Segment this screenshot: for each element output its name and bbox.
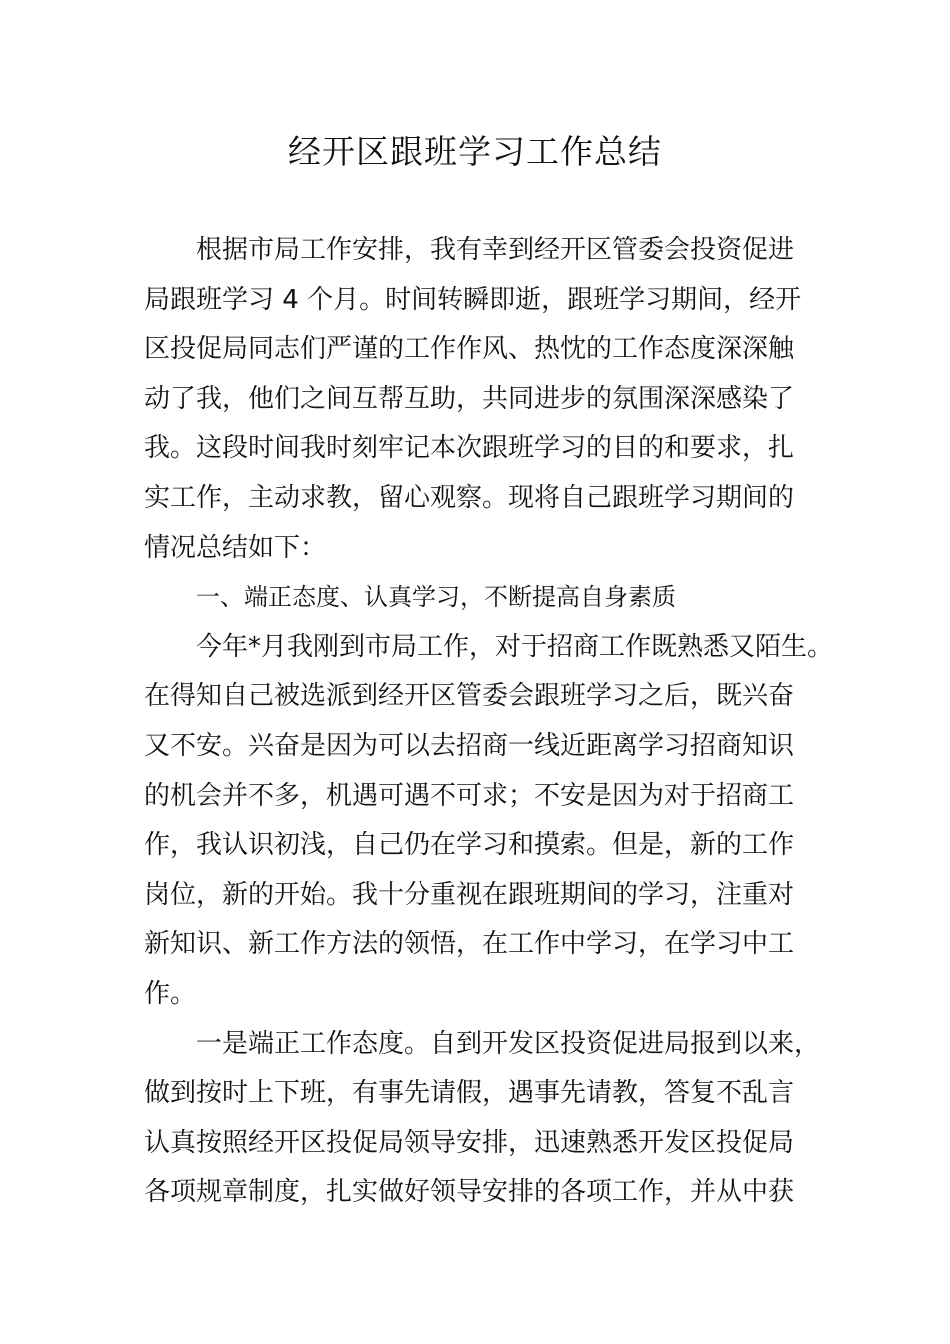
paragraph-line: 在得知自己被选派到经开区管委会跟班学习之后，既兴奋: [144, 681, 795, 712]
paragraph-line: 的机会并不多，机遇可遇不可求；不安是因为对于招商工: [144, 780, 795, 811]
section-heading: 一、端正态度、认真学习，不断提高自身素质: [196, 583, 676, 612]
paragraph-line: 新知识、新工作方法的领悟，在工作中学习，在学习中工: [144, 929, 795, 960]
paragraph-line: 我。这段时间我时刻牢记本次跟班学习的目的和要求，扎: [144, 433, 795, 464]
document-body: [144, 226, 834, 1218]
paragraph-line: 又不安。兴奋是因为可以去招商一线近距离学习招商知识: [144, 730, 795, 761]
paragraph-line: 做到按时上下班，有事先请假，遇事先请教，答复不乱言: [144, 1078, 795, 1109]
paragraph-line: 局跟班学习 4 个月。时间转瞬即逝，跟班学习期间，经开: [144, 284, 802, 315]
paragraph-line: 认真按照经开区投促局领导安排，迅速熟悉开发区投促局: [144, 1127, 795, 1158]
paragraph-line: 根据市局工作安排，我有幸到经开区管委会投资促进: [196, 235, 795, 265]
document-title: 经开区跟班学习工作总结: [288, 132, 662, 171]
paragraph-line: 岗位，新的开始。我十分重视在跟班期间的学习，注重对: [144, 879, 795, 910]
paragraph-line: 情况总结如下：: [144, 532, 327, 563]
paragraph-line: 各项规章制度，扎实做好领导安排的各项工作，并从中获: [144, 1177, 795, 1208]
paragraph-line: 区投促局同志们严谨的工作作风、热忱的工作态度深深触: [144, 334, 795, 365]
paragraph-line: 一是端正工作态度。自到开发区投资促进局报到以来，: [196, 1028, 821, 1059]
paragraph-line: 作。: [144, 978, 197, 1009]
paragraph-line: 动了我，他们之间互帮互助，共同进步的氛围深深感染了: [144, 383, 795, 414]
paragraph-line: 实工作，主动求教，留心观察。现将自己跟班学习期间的: [144, 482, 795, 513]
paragraph-line: 今年*月我刚到市局工作，对于招商工作既熟悉又陌生。: [196, 631, 834, 662]
paragraph-line: 作，我认识初浅，自己仍在学习和摸索。但是，新的工作: [144, 830, 795, 861]
